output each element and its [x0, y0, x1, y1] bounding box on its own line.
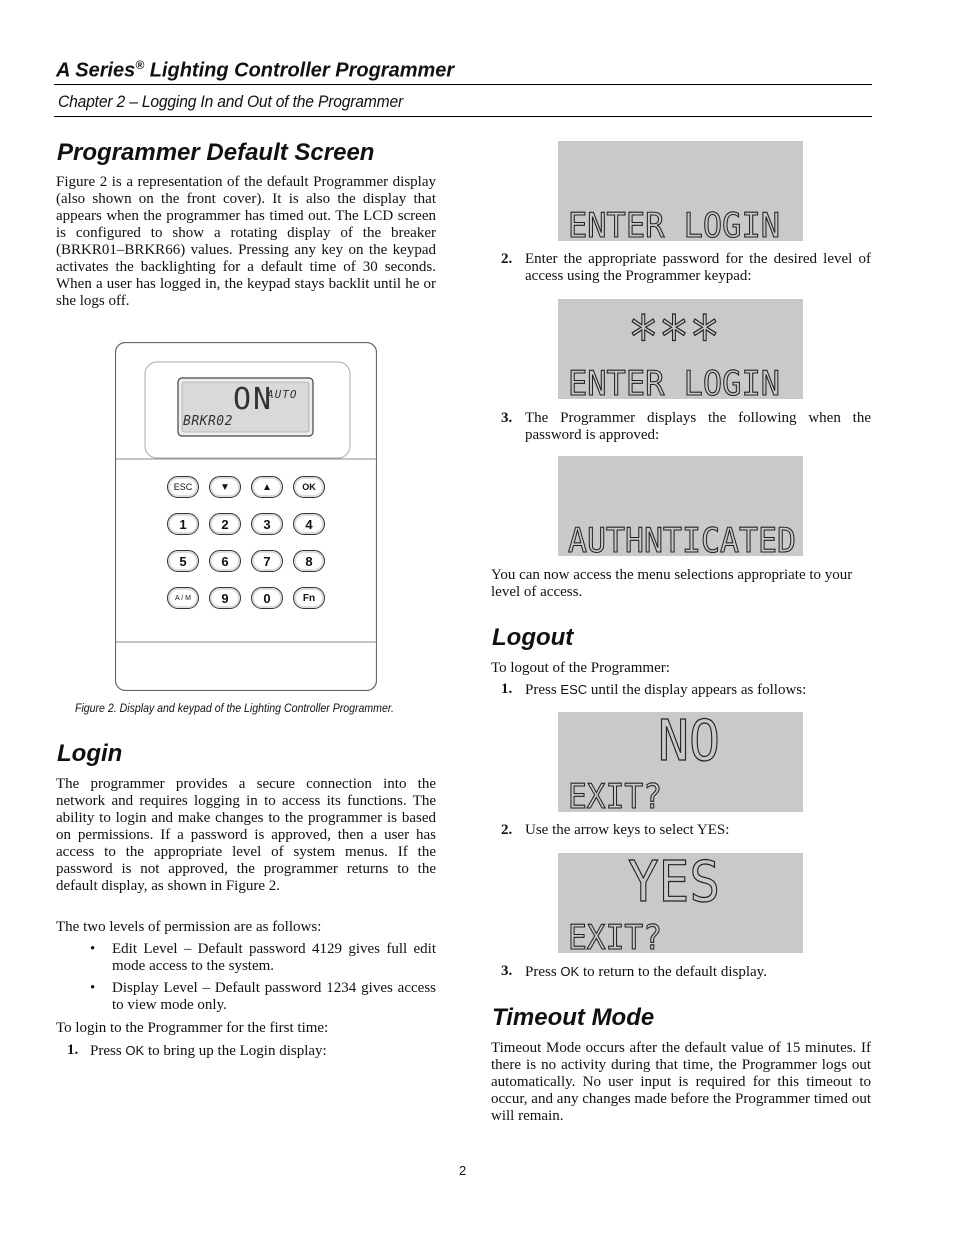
keypad-key-up[interactable]: ▲: [251, 476, 283, 498]
keypad-key-8[interactable]: 8: [293, 550, 325, 572]
login-body: The programmer provides a secure connection into the network and requires logging in to access its functions. The ability to login and make changes to the programmer is based on permissions. If a password is approved, then a user has access to the appropriate level of system menus. If the password is not approved, the programmer returns to the default display, as shown in Figure 2.: [56, 776, 436, 894]
header-rule-bottom: [54, 116, 872, 117]
permission-intro: The two levels of permission are as follows:: [56, 919, 322, 935]
lcd-password-bottom: ENTER LOGIN: [568, 364, 780, 399]
keypad-key-5[interactable]: 5: [167, 550, 199, 572]
lcd-enter-login: [558, 141, 803, 241]
page-number: 2: [459, 1163, 467, 1178]
lcd-password-entry: [558, 299, 803, 399]
lcd-exit-yes-top: YES: [628, 853, 720, 915]
device-lcd-bottom: BRKR02: [183, 414, 233, 429]
lcd-exit-no-top: NO: [658, 712, 720, 774]
heading-timeout: Timeout Mode: [492, 1004, 655, 1031]
heading-default-screen: Programmer Default Screen: [57, 139, 375, 166]
lcd-enter-login-bottom: ENTER LOGIN: [568, 206, 780, 241]
keypad-key-3[interactable]: 3: [251, 513, 283, 535]
default-screen-body: Figure 2 is a representation of the default Programmer display (also shown on the front cover). It is also the display that appears when the programmer has timed out. The LCD screen is configured to show a rotating display of the breaker (BRKR01–BRKR66) values. Pressing any key on the keypad activates the backlighting for a default time of 30 seconds. When a user has logged in, the keypad stays backlit until he or she logs off.: [56, 174, 436, 309]
lcd-exit-no: [558, 712, 803, 812]
timeout-body: Timeout Mode occurs after the default value of 15 minutes. If there is no activity during that time, the Programmer logs out automatically. No user input is required for this timeout to occur, and any changes made before the Programmer timed out will remain.: [491, 1040, 871, 1124]
chapter-title: Chapter 2 – Logging In and Out of the Programmer: [58, 92, 404, 111]
device-keypad: [167, 476, 331, 616]
keypad-key-0[interactable]: 0: [251, 587, 283, 609]
heading-login: Login: [57, 740, 123, 767]
ok-key-ref-2: OK: [560, 964, 580, 979]
lcd-exit-yes: [558, 853, 803, 953]
access-note: You can now access the menu selections appropriate to your level of access.: [491, 567, 853, 600]
esc-key-ref: ESC: [560, 682, 588, 697]
device-lcd-big: ON: [233, 382, 274, 417]
lcd-authenticated-bottom: AUTHNTICATED: [568, 521, 796, 556]
lcd-exit-yes-bottom: EXIT?: [568, 918, 662, 953]
keypad-key-am[interactable]: A / M: [167, 587, 199, 609]
first-time-login: To login to the Programmer for the first time:: [56, 1020, 329, 1036]
heading-logout: Logout: [492, 624, 574, 651]
device-lcd-small: AUTO: [267, 388, 298, 401]
keypad-key-9[interactable]: 9: [209, 587, 241, 609]
keypad-key-fn[interactable]: Fn: [293, 587, 325, 609]
keypad-key-down[interactable]: ▼: [209, 476, 241, 498]
programmer-device-figure: [115, 342, 377, 691]
lcd-exit-no-bottom: EXIT?: [568, 777, 662, 812]
keypad-key-4[interactable]: 4: [293, 513, 325, 535]
keypad-key-1[interactable]: 1: [167, 513, 199, 535]
lcd-authenticated: [558, 456, 803, 556]
lcd-password-stars: ***: [628, 303, 720, 371]
keypad-key-2[interactable]: 2: [209, 513, 241, 535]
keypad-key-esc[interactable]: ESC: [167, 476, 199, 498]
figure-caption: Figure 2. Display and keypad of the Lighting Controller Programmer.: [75, 701, 394, 715]
document-title: A Series® Lighting Controller Programmer: [56, 58, 455, 82]
keypad-key-6[interactable]: 6: [209, 550, 241, 572]
ok-key-ref: OK: [125, 1043, 145, 1058]
header-rule-top: [54, 84, 872, 85]
keypad-key-7[interactable]: 7: [251, 550, 283, 572]
keypad-key-ok[interactable]: OK: [293, 476, 325, 498]
logout-intro: To logout of the Programmer:: [491, 660, 670, 676]
